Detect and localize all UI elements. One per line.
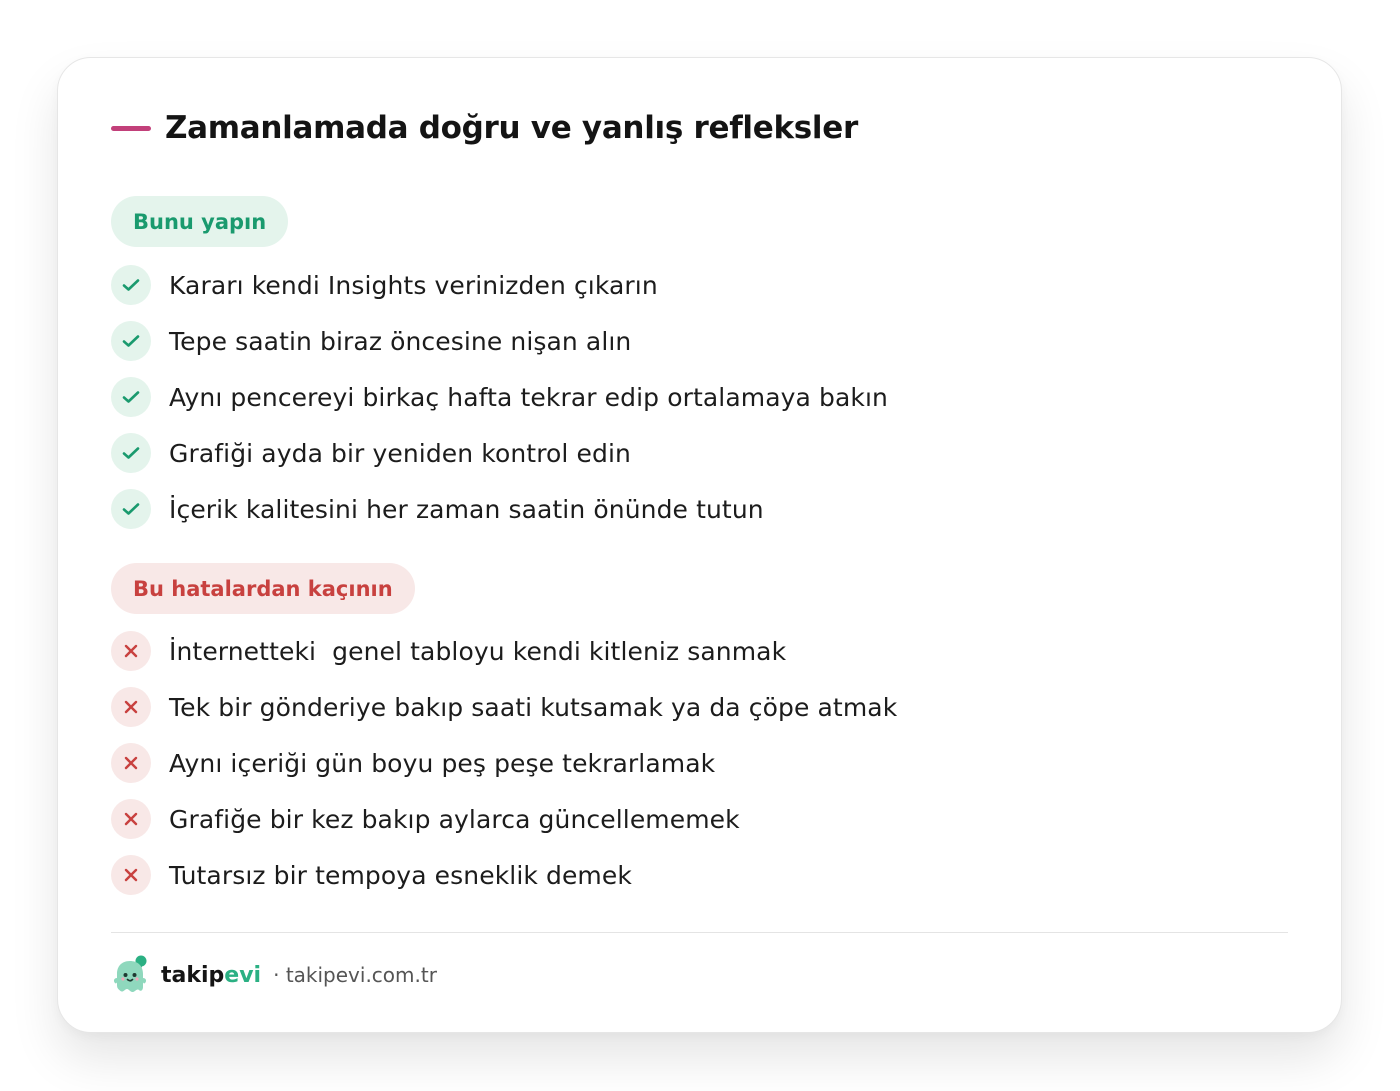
dont-section-label <box>111 563 415 614</box>
x-icon <box>111 855 151 895</box>
dont-item-text: Grafiğe bir kez bakıp aylarca güncellememek <box>169 804 740 834</box>
ghost-mascot-icon <box>111 954 149 996</box>
do-item-text: Aynı pencereyi birkaç hafta tekrar edip ortalamaya bakın <box>169 382 888 412</box>
check-icon <box>111 433 151 473</box>
do-list-item <box>111 369 888 425</box>
page-title: Zamanlamada doğru ve yanlış refleksler <box>165 110 858 146</box>
dont-list-item <box>111 623 897 679</box>
x-icon <box>111 743 151 783</box>
dont-list-item <box>111 791 897 847</box>
dont-item-text: Aynı içeriği gün boyu peş peşe tekrarlamak <box>169 748 716 778</box>
title-accent-dash <box>111 126 151 131</box>
dont-item-text: İnternetteki genel tabloyu kendi kitleniz sanmak <box>169 636 787 666</box>
do-section-label <box>111 196 288 247</box>
dont-list-item <box>111 847 897 903</box>
do-list-item <box>111 257 888 313</box>
dont-list <box>111 623 897 903</box>
brand-name-part2: evi <box>224 962 262 988</box>
check-icon <box>111 377 151 417</box>
do-item-text: Grafiği ayda bir yeniden kontrol edin <box>169 438 631 468</box>
title-row <box>111 106 858 150</box>
do-item-text: Tepe saatin biraz öncesine nişan alın <box>169 326 632 356</box>
dont-item-text: Tek bir gönderiye bakıp saati kutsamak ya da çöpe atmak <box>169 692 898 722</box>
x-icon <box>111 687 151 727</box>
brand-name <box>161 963 261 988</box>
do-item-text: İçerik kalitesini her zaman saatin önünde tutun <box>169 494 764 524</box>
x-icon <box>111 631 151 671</box>
do-list <box>111 257 888 537</box>
do-list-item <box>111 425 888 481</box>
brand-name-part1: takip <box>161 962 225 988</box>
tips-card <box>57 57 1342 1033</box>
dont-section-label-text: Bu hatalardan kaçının <box>133 576 393 601</box>
do-list-item <box>111 313 888 369</box>
check-icon <box>111 265 151 305</box>
dont-item-text: Tutarsız bir tempoya esneklik demek <box>169 860 632 890</box>
do-section-label-text: Bunu yapın <box>133 209 267 234</box>
check-icon <box>111 489 151 529</box>
footer-divider <box>111 932 1288 933</box>
check-icon <box>111 321 151 361</box>
footer <box>111 953 437 997</box>
do-list-item <box>111 481 888 537</box>
site-url: · takipevi.com.tr <box>273 963 437 987</box>
do-item-text: Kararı kendi Insights verinizden çıkarın <box>169 270 658 300</box>
dont-list-item <box>111 735 897 791</box>
dont-list-item <box>111 679 897 735</box>
x-icon <box>111 799 151 839</box>
